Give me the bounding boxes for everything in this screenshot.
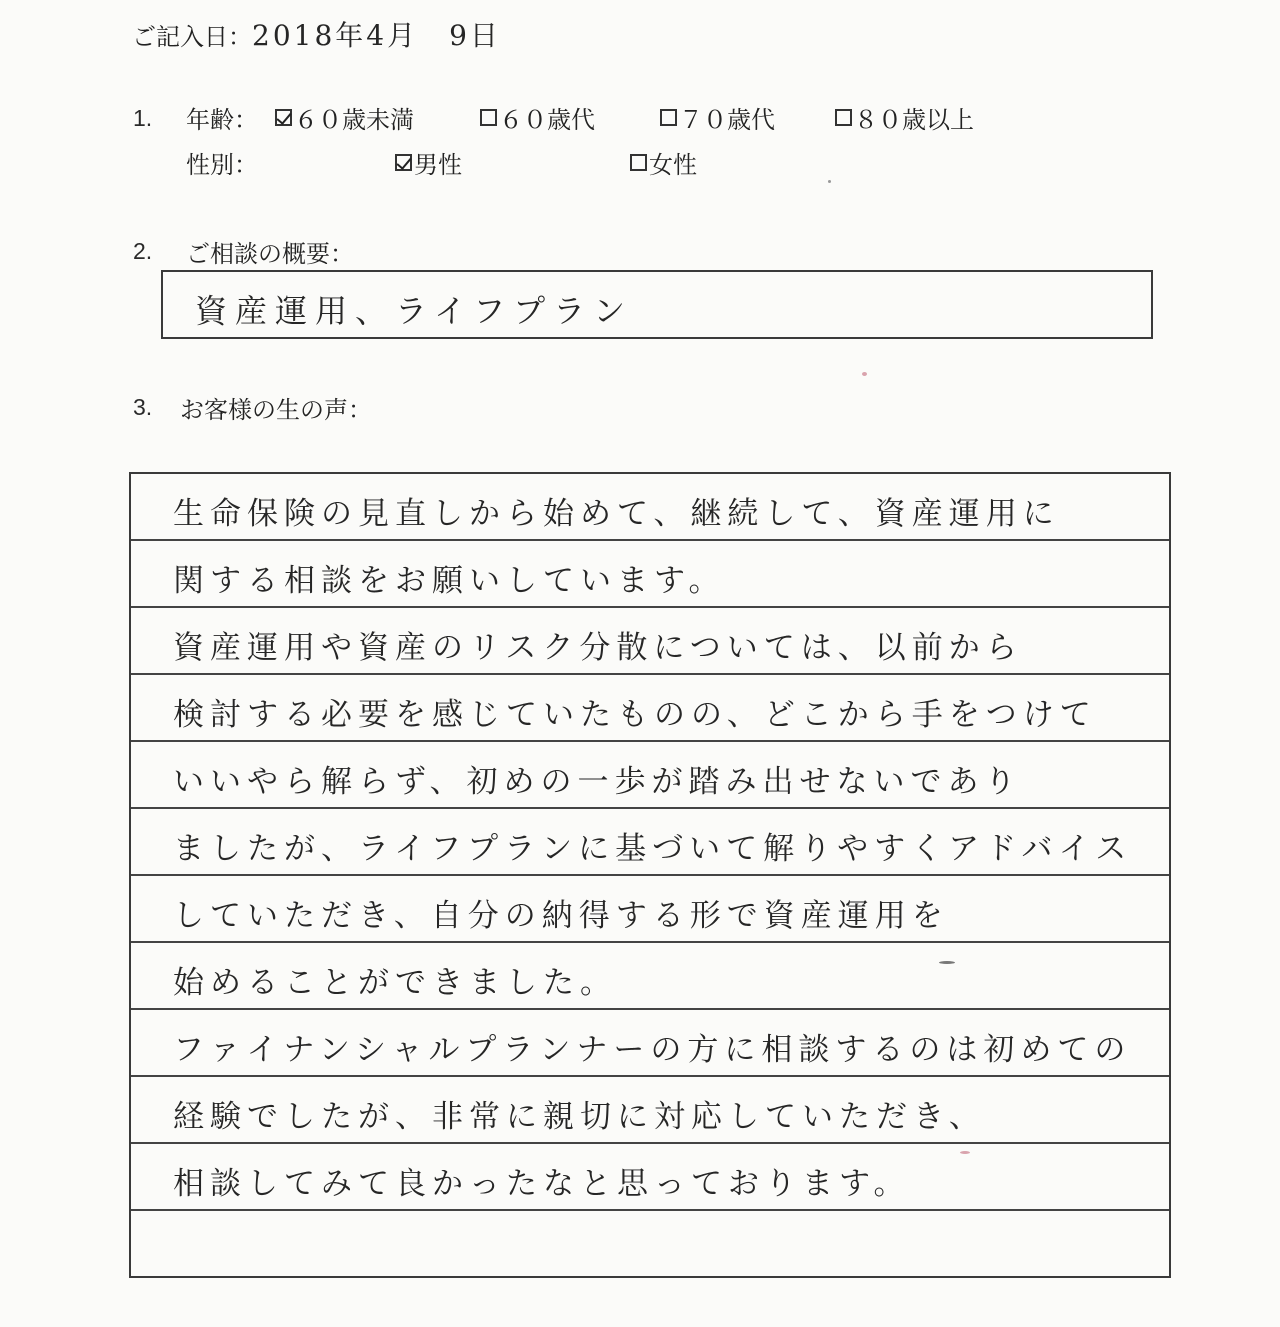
voice-line-row <box>131 474 1169 541</box>
gender-option-0[interactable] <box>395 145 462 180</box>
q1-number: 1. <box>133 105 153 131</box>
voice-line-text: 検討する必要を感じていたものの、どこから手をつけて <box>173 697 1097 733</box>
age-option-1[interactable] <box>480 100 595 135</box>
voice-line-row <box>131 541 1169 608</box>
voice-line-text: ましたが、ライフプランに基づいて解りやすくアドバイス <box>173 831 1133 867</box>
voice-line-text: していただき、自分の納得する形で資産運用を <box>173 898 949 934</box>
summary-box <box>161 270 1153 339</box>
q2-number: 2. <box>133 238 153 264</box>
voice-line-row <box>131 742 1169 809</box>
checked-checkbox-icon[interactable] <box>275 109 292 126</box>
voice-line-row <box>131 809 1169 876</box>
gender-option-male <box>395 145 462 180</box>
gender-option-female <box>630 145 697 180</box>
customer-voice-box <box>129 472 1171 1278</box>
voice-line-row <box>131 608 1169 675</box>
voice-line-text: 生命保険の見直しから始めて、継続して、資産運用に <box>173 496 1060 532</box>
voice-line-text: ファイナンシャルプランナーの方に相談するのは初めての <box>173 1032 1132 1068</box>
date-row <box>132 14 501 54</box>
voice-line-row <box>131 1144 1169 1211</box>
age-option-3-label: ８０歳以上 <box>854 106 974 134</box>
voice-line-text: 相談してみて良かったなと思っております。 <box>173 1166 911 1202</box>
voice-line-text: 資産運用や資産のリスク分散については、以前から <box>173 630 1023 666</box>
q3-label: お客様の生の声： <box>180 396 372 424</box>
voice-line-row <box>131 876 1169 943</box>
voice-line-row <box>131 943 1169 1010</box>
age-option-2-label: ７０歳代 <box>679 106 775 134</box>
checked-checkbox-icon[interactable] <box>395 154 412 171</box>
checkbox-icon[interactable] <box>660 109 677 126</box>
q2-label: ご相談の概要： <box>186 240 354 268</box>
q3-number: 3. <box>133 394 153 420</box>
gender-option-1[interactable] <box>630 145 697 180</box>
age-option-0-label: ６０歳未満 <box>294 106 414 134</box>
scan-speck <box>828 180 831 183</box>
voice-line-row <box>131 1010 1169 1077</box>
voice-line-row <box>131 675 1169 742</box>
age-option-3[interactable] <box>835 100 974 135</box>
summary-answer: 資産運用、ライフプラン <box>195 292 634 330</box>
scan-speck <box>862 372 867 376</box>
date-value: 2018年4月 9日 <box>252 19 501 52</box>
age-option-2[interactable] <box>660 100 775 135</box>
gender-option-1-label: 女性 <box>649 151 697 179</box>
age-option-0[interactable] <box>275 100 414 135</box>
voice-line-row <box>131 1077 1169 1144</box>
gender-option-0-label: 男性 <box>414 151 462 179</box>
scan-speck <box>939 961 955 964</box>
date-label: ご記入日： <box>132 23 252 51</box>
checkbox-icon[interactable] <box>480 109 497 126</box>
voice-line-row <box>131 1211 1169 1278</box>
checkbox-icon[interactable] <box>835 109 852 126</box>
checkbox-icon[interactable] <box>630 154 647 171</box>
age-label: 年齢： <box>186 106 258 134</box>
age-option-1-label: ６０歳代 <box>499 106 595 134</box>
gender-label: 性別： <box>186 151 258 179</box>
voice-line-text: 始めることができました。 <box>173 965 617 1001</box>
scan-speck <box>960 1151 970 1154</box>
voice-line-text: 関する相談をお願いしています。 <box>173 563 726 599</box>
voice-line-text: 経験でしたが、非常に親切に対応していただき、 <box>173 1099 986 1135</box>
voice-line-text: いいやら解らず、初めの一歩が踏み出せないであり <box>173 764 1022 800</box>
